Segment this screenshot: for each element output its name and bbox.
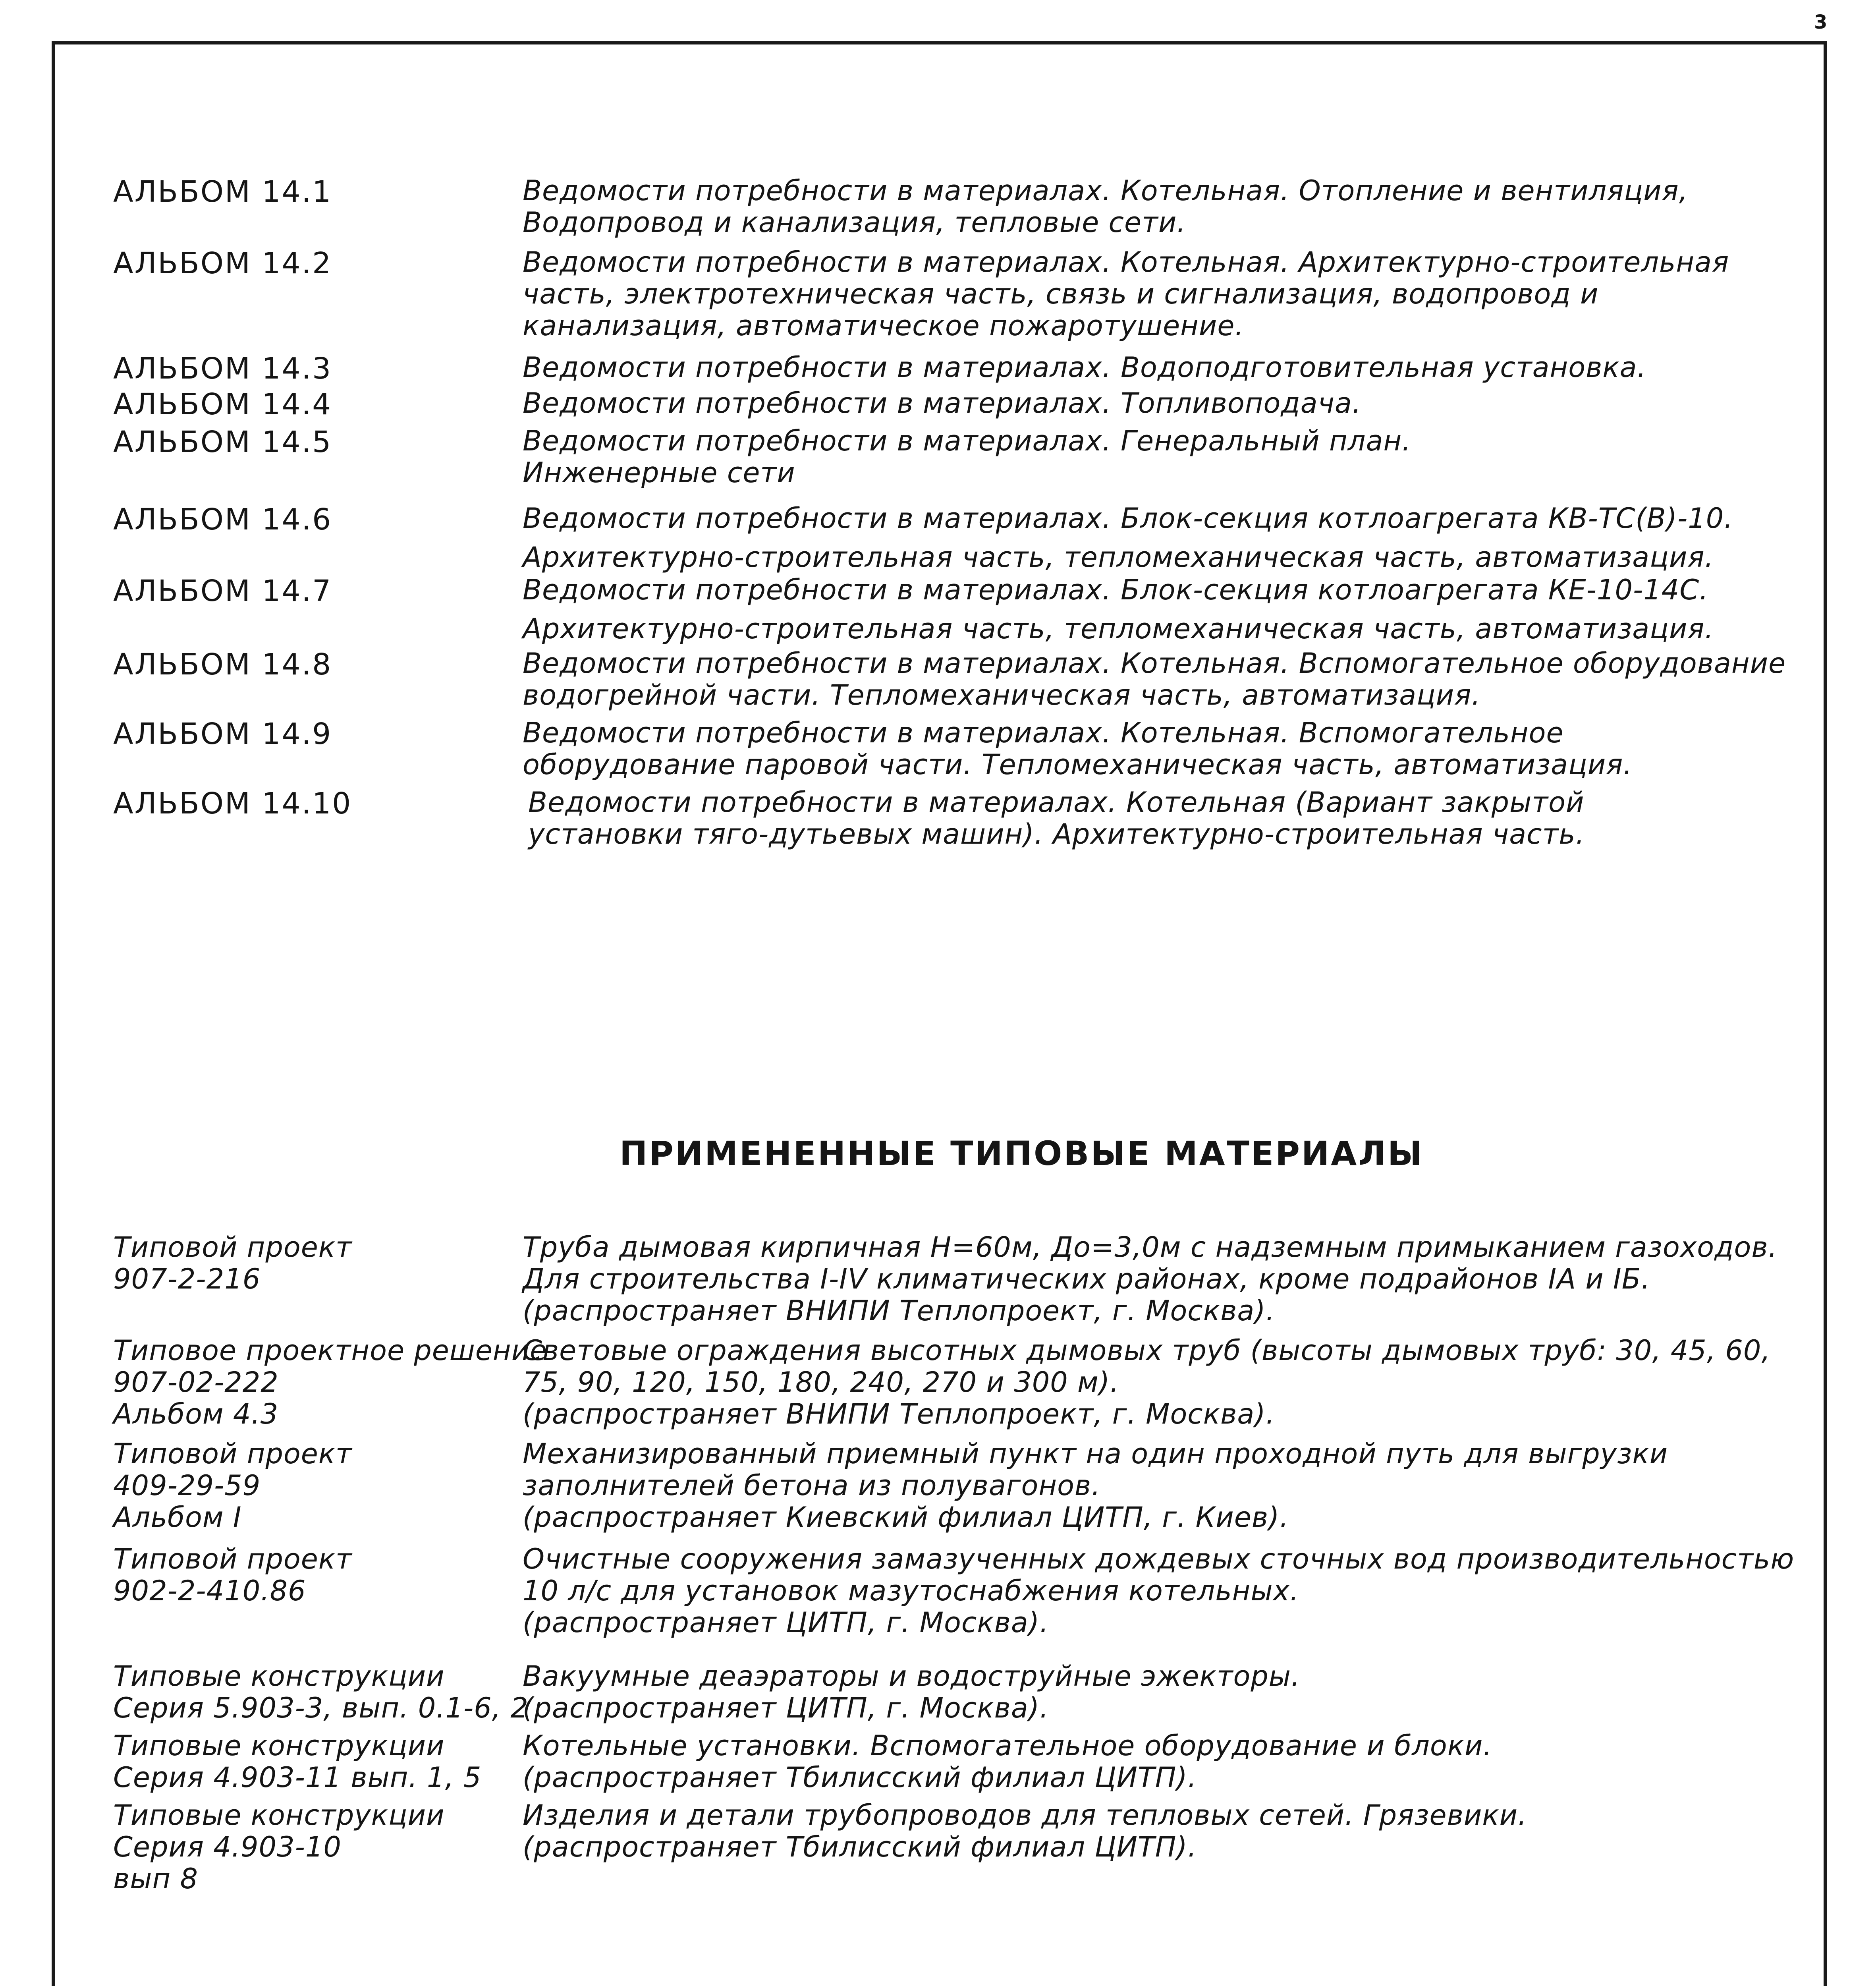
album-description: Ведомости потребности в материалах. Котельная. Вспомогательное оборудование водогрейной части. Тепломеханическая часть, автоматизация. <box>523 647 1786 711</box>
album-description: Ведомости потребности в материалах. Котельная. Отопление и вентиляция, Водопровод и канализация, тепловые сети. <box>523 174 1688 239</box>
album-description: Ведомости потребности в материалах. Топливоподача. <box>523 387 1362 419</box>
album-label: АЛЬБОМ 14.8 <box>113 647 332 682</box>
materials-title: ПРИМЕНЕННЫЕ ТИПОВЫЕ МАТЕРИАЛЫ <box>620 1134 1424 1173</box>
material-description: Вакуумные деаэраторы и водоструйные эжекторы. (распространяет ЦИТП, г. Москва). <box>523 1660 1301 1724</box>
album-description: Ведомости потребности в материалах. Генеральный план. Инженерные сети <box>523 425 1411 489</box>
material-description: Котельные установки. Вспомогательное оборудование и блоки. (распространяет Тбилисский филиал ЦИТП). <box>523 1729 1492 1794</box>
album-description: Ведомости потребности в материалах. Блок-секция котлоагрегата КЕ-10-14С. Архитектурно-строительная часть, тепломеханическая часть, автоматизация. <box>523 574 1714 645</box>
album-description: Ведомости потребности в материалах. Котельная (Вариант закрытой установки тяго-дутьевых машин). Архитектурно-строительная часть. <box>528 786 1585 850</box>
album-label: АЛЬБОМ 14.6 <box>113 502 332 537</box>
material-reference: Типовой проект 907-2-216 <box>113 1231 352 1295</box>
material-reference: Типовые конструкции Серия 4.903-10 вып 8 <box>113 1799 445 1895</box>
material-reference: Типовые конструкции Серия 5.903-3, вып. 0.1-6, 2 <box>113 1660 529 1724</box>
album-description: Ведомости потребности в материалах. Котельная. Архитектурно-строительная часть, электротехническая часть, связь и сигнализация, водопровод и канализация, автоматическое пожаротушение. <box>523 246 1729 342</box>
album-label: АЛЬБОМ 14.9 <box>113 717 332 751</box>
material-description: Труба дымовая кирпичная Н=60м, До=3,0м с надземным примыканием газоходов. Для строительства I-IV климатических районах, кроме подрайонов IА и IБ. (распространяет ВНИПИ Теплопроект, г. Москва). <box>523 1231 1778 1327</box>
page-number: 3 <box>1814 11 1828 33</box>
album-label: АЛЬБОМ 14.7 <box>113 574 332 608</box>
material-description: Очистные сооружения замазученных дождевых сточных вод производительностью 10 л/с для установок мазутоснабжения котельных. (распространяет ЦИТП, г. Москва). <box>523 1543 1795 1639</box>
album-label: АЛЬБОМ 14.1 <box>113 175 332 209</box>
album-label: АЛЬБОМ 14.2 <box>113 246 332 280</box>
material-reference: Типовой проект 409-29-59 Альбом I <box>113 1437 352 1534</box>
material-reference: Типовое проектное решение 907-02-222 Альбом 4.3 <box>113 1334 548 1430</box>
album-label: АЛЬБОМ 14.4 <box>113 387 332 421</box>
album-description: Ведомости потребности в материалах. Водоподготовительная установка. <box>523 351 1646 384</box>
album-label: АЛЬБОМ 14.5 <box>113 425 332 459</box>
album-description: Ведомости потребности в материалах. Блок-секция котлоагрегата КВ-ТС(В)-10. Архитектурно-строительная часть, тепломеханическая часть, автоматизация. <box>523 502 1733 574</box>
album-label: АЛЬБОМ 14.3 <box>113 352 332 386</box>
material-reference: Типовые конструкции Серия 4.903-11 вып. 1, 5 <box>113 1729 482 1794</box>
album-label: АЛЬБОМ 14.10 <box>113 786 352 821</box>
material-description: Световые ограждения высотных дымовых труб (высоты дымовых труб: 30, 45, 60, 75, 90, 120, 150, 180, 240, 270 и 300 м). (распространяет ВНИПИ Теплопроект, г. Москва). <box>523 1334 1771 1430</box>
material-description: Механизированный приемный пункт на один проходной путь для выгрузки заполнителей бетона из полувагонов. (распространяет Киевский филиал ЦИТП, г. Киев). <box>523 1437 1668 1534</box>
album-description: Ведомости потребности в материалах. Котельная. Вспомогательное оборудование паровой части. Тепломеханическая часть, автоматизация. <box>523 717 1633 781</box>
material-description: Изделия и детали трубопроводов для тепловых сетей. Грязевики. (распространяет Тбилисский филиал ЦИТП). <box>523 1799 1527 1863</box>
material-reference: Типовой проект 902-2-410.86 <box>113 1543 352 1607</box>
